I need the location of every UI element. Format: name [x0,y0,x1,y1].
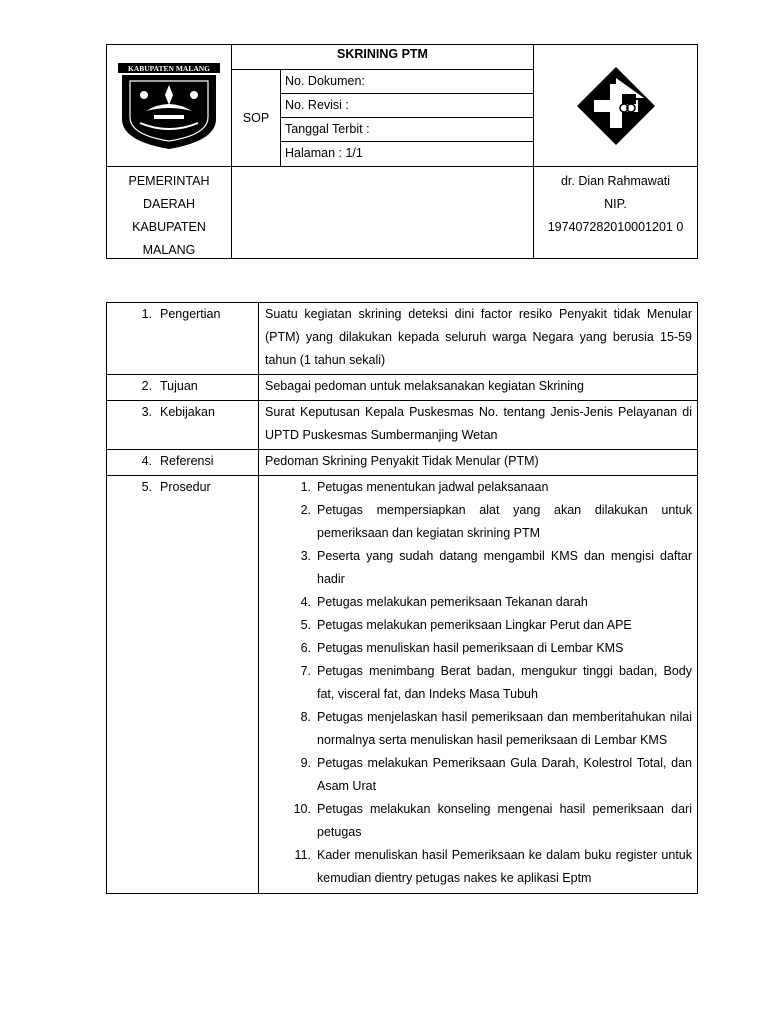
table-row [107,450,698,476]
row-number: 5. [141,480,152,494]
list-item: 3. Peserta yang sudah datang mengambil KMS dan mengisi daftar hadir [300,549,692,586]
list-item: 1. Petugas menentukan jadwal pelaksanaan [300,480,549,494]
government-line: MALANG [142,243,196,257]
row-label: Tujuan [160,379,198,393]
field-no-dokumen: No. Dokumen: [280,69,534,94]
field-halaman: Halaman : 1/1 [280,141,534,167]
list-item: 6. Petugas menuliskan hasil pemeriksaan di Lembar KMS [300,641,624,655]
row-text-kebijakan: Surat Keputusan Kepala Puskesmas No. tentang Jenis-Jenis Pelayanan di UPTD Puskesmas Sumbermanjing Wetan [259,401,698,450]
row-number: 3. [141,405,152,419]
regency-logo-cell [106,44,232,167]
signatory-name: dr. Dian Rahmawati [560,174,671,188]
sop-label: SOP [242,111,270,125]
signatory-nip: 197407282010001201 0 [547,220,684,234]
row-label: Referensi [160,454,214,468]
list-item: 8. Petugas menjelaskan hasil pemeriksaan dan memberitahukan nilai normalnya serta menuliskan hasil pemeriksaan di Lembar KMS [300,710,692,747]
sop-table [106,302,698,894]
signatory-cell [533,166,698,259]
row-label-tujuan [107,375,259,401]
puskesmas-logo-icon [574,64,658,148]
row-text-tujuan: Sebagai pedoman untuk melaksanakan kegiatan Skrining [259,375,698,401]
row-text-referensi: Pedoman Skrining Penyakit Tidak Menular (PTM) [259,450,698,476]
list-item: 4. Petugas melakukan pemeriksaan Tekanan darah [300,595,588,609]
list-item: 2. Petugas mempersiapkan alat yang akan dilakukan untuk pemeriksaan dan kegiatan skrining PTM [300,503,692,540]
row-label-kebijakan [107,401,259,450]
procedure-steps-list [265,476,692,890]
table-row [107,375,698,401]
row-number: 2. [141,379,152,393]
puskesmas-logo-cell [533,44,698,167]
table-row [107,303,698,375]
government-line: DAERAH [142,197,196,211]
row-number: 4. [141,454,152,468]
row-label: Pengertian [160,307,221,321]
document-title: SKRINING PTM [231,44,534,70]
sop-cell [231,69,281,167]
procedure-steps-cell [259,476,698,894]
row-text-pengertian: Suatu kegiatan skrining deteksi dini factor resiko Penyakit tidak Menular (PTM) yang dilakukan kepada seluruh warga Negara yang berusia 15-59 tahun (1 tahun sekali) [259,303,698,375]
government-cell [106,166,232,259]
blank-middle-cell [231,166,534,259]
row-label: Prosedur [160,480,211,494]
government-line: PEMERINTAH [128,174,210,188]
list-item: 7. Petugas menimbang Berat badan, mengukur tinggi badan, Body fat, visceral fat, dan Indeks Masa Tubuh [300,664,692,701]
field-tanggal-terbit: Tanggal Terbit : [280,117,534,142]
list-item: 5. Petugas melakukan pemeriksaan Lingkar Perut dan APE [300,618,632,632]
field-no-revisi: No. Revisi : [280,93,534,118]
row-label-prosedur [107,476,259,894]
kabupaten-malang-emblem [116,61,222,151]
signatory-nip-label: NIP. [604,197,627,211]
row-number: 1. [141,307,152,321]
list-item: 9. Petugas melakukan Pemeriksaan Gula Darah, Kolestrol Total, dan Asam Urat [300,756,692,793]
emblem-text: KABUPATEN MALANG [127,63,211,73]
list-item: 11. Kader menuliskan hasil Pemeriksaan ke dalam buku register untuk kemudian dientry petugas nakes ke aplikasi Eptm [294,848,692,885]
table-row [107,476,698,894]
list-item: 10. Petugas melakukan konseling mengenai hasil pemeriksaan dari petugas [293,802,692,839]
row-label: Kebijakan [160,405,215,419]
row-label-pengertian [107,303,259,375]
government-line: KABUPATEN [132,220,206,234]
table-row [107,401,698,450]
row-label-referensi [107,450,259,476]
